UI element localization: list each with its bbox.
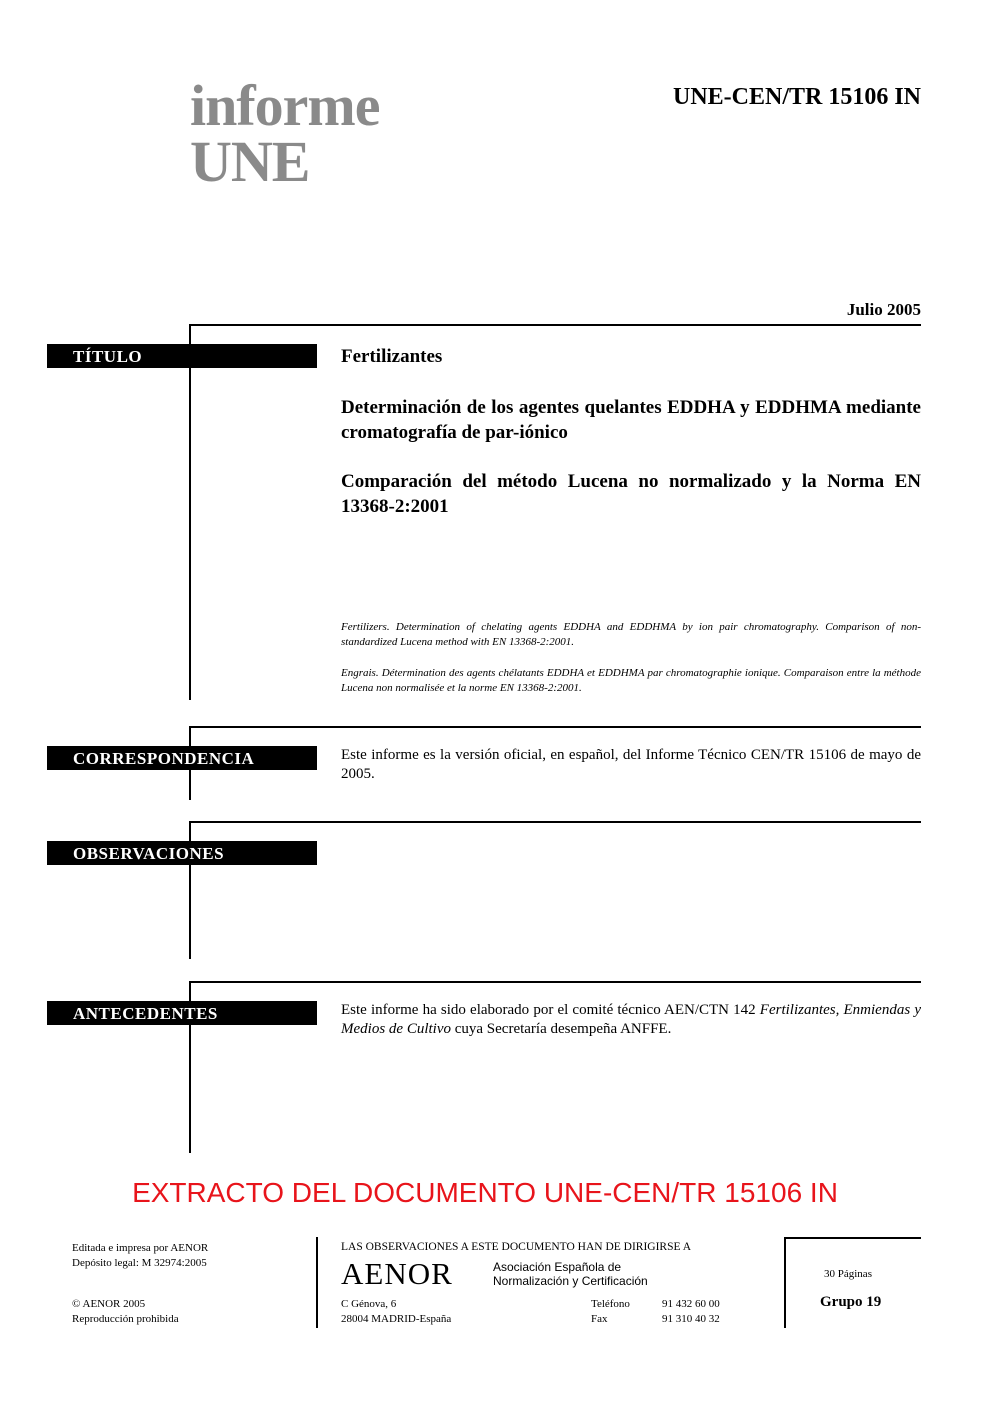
footer-phone: 91 432 60 00 <box>662 1298 720 1310</box>
titulo-label: TÍTULO <box>47 344 317 368</box>
title-main: Fertilizantes <box>341 346 443 367</box>
correspondencia-text: Este informe es la versión oficial, en español, del Informe Técnico CEN/TR 15106 de mayo de 2005. <box>341 747 921 782</box>
antecedentes-committee-name: Fertilizantes, Enmiendas y Medios de Cultivo <box>341 1002 921 1037</box>
title-french: Engrais. Détermination des agents chélatants EDDHA et EDDHMA par chromatographie ionique. Comparaison entre la méthode Lucena non normalisée et la norme EN 13368-2:2001. <box>341 667 921 694</box>
observaciones-label: OBSERVACIONES <box>47 841 317 865</box>
antecedentes-label: ANTECEDENTES <box>47 1001 317 1025</box>
footer-observations-note: LAS OBSERVACIONES A ESTE DOCUMENTO HAN DE DIRIGIRSE A <box>341 1241 692 1253</box>
extract-notice: EXTRACTO DEL DOCUMENTO UNE-CEN/TR 15106 IN <box>132 1177 838 1208</box>
footer-address2: 28004 MADRID-España <box>341 1313 452 1325</box>
correspondencia-top-rule <box>189 726 921 728</box>
footer-address1: C Génova, 6 <box>341 1298 397 1310</box>
correspondencia-label: CORRESPONDENCIA <box>47 746 317 770</box>
footer-phone-label: Teléfono <box>591 1298 630 1310</box>
footer-edited: Editada e impresa por AENOR <box>72 1242 209 1254</box>
brand-line-une: UNE <box>190 129 310 194</box>
informe-une-brand <box>190 73 380 194</box>
footer-fax: 91 310 40 32 <box>662 1313 720 1325</box>
footer-box-top-rule <box>784 1237 921 1239</box>
document-number: UNE-CEN/TR 15106 IN <box>672 84 921 110</box>
assoc-line1: Asociación Española de <box>493 1260 622 1274</box>
antecedentes-top-rule <box>189 981 921 983</box>
footer-box-left-rule <box>784 1237 786 1328</box>
footer-copyright: © AENOR 2005 <box>72 1298 146 1310</box>
observaciones-top-rule <box>189 821 921 823</box>
aenor-logo: AENOR <box>341 1256 453 1291</box>
antecedentes-text <box>341 1001 921 1039</box>
assoc-line2: Normalización y Certificación <box>493 1274 648 1288</box>
brand-line-informe: informe <box>190 73 380 138</box>
footer-pages: 30 Páginas <box>824 1268 872 1280</box>
publication-date: Julio 2005 <box>846 300 921 319</box>
footer-divider-left <box>316 1237 318 1328</box>
footer-reproduction: Reproducción prohibida <box>72 1313 179 1325</box>
title-english: Fertilizers. Determination of chelating agents EDDHA and EDDHMA by ion pair chromatography. Comparison of non-standardized Lucena method with EN 13368-2:2001. <box>341 621 921 648</box>
titulo-top-rule <box>189 324 921 326</box>
aenor-association <box>493 1260 648 1288</box>
title-sub2: Comparación del método Lucena no normalizado y la Norma EN 13368-2:2001 <box>341 471 921 517</box>
footer-deposit: Depósito legal: M 32974:2005 <box>72 1257 207 1269</box>
titulo-left-rule <box>189 324 191 700</box>
antecedentes-text-a: Este informe ha sido elaborado por el comité técnico AEN/CTN 142 <box>341 1002 760 1018</box>
footer-fax-label: Fax <box>591 1313 608 1325</box>
title-sub1: Determinación de los agentes quelantes EDDHA y EDDHMA mediante cromatografía de par-iónico <box>341 397 921 443</box>
footer-group: Grupo 19 <box>820 1294 882 1310</box>
antecedentes-text-c: cuya Secretaría desempeña ANFFE. <box>450 1021 672 1037</box>
